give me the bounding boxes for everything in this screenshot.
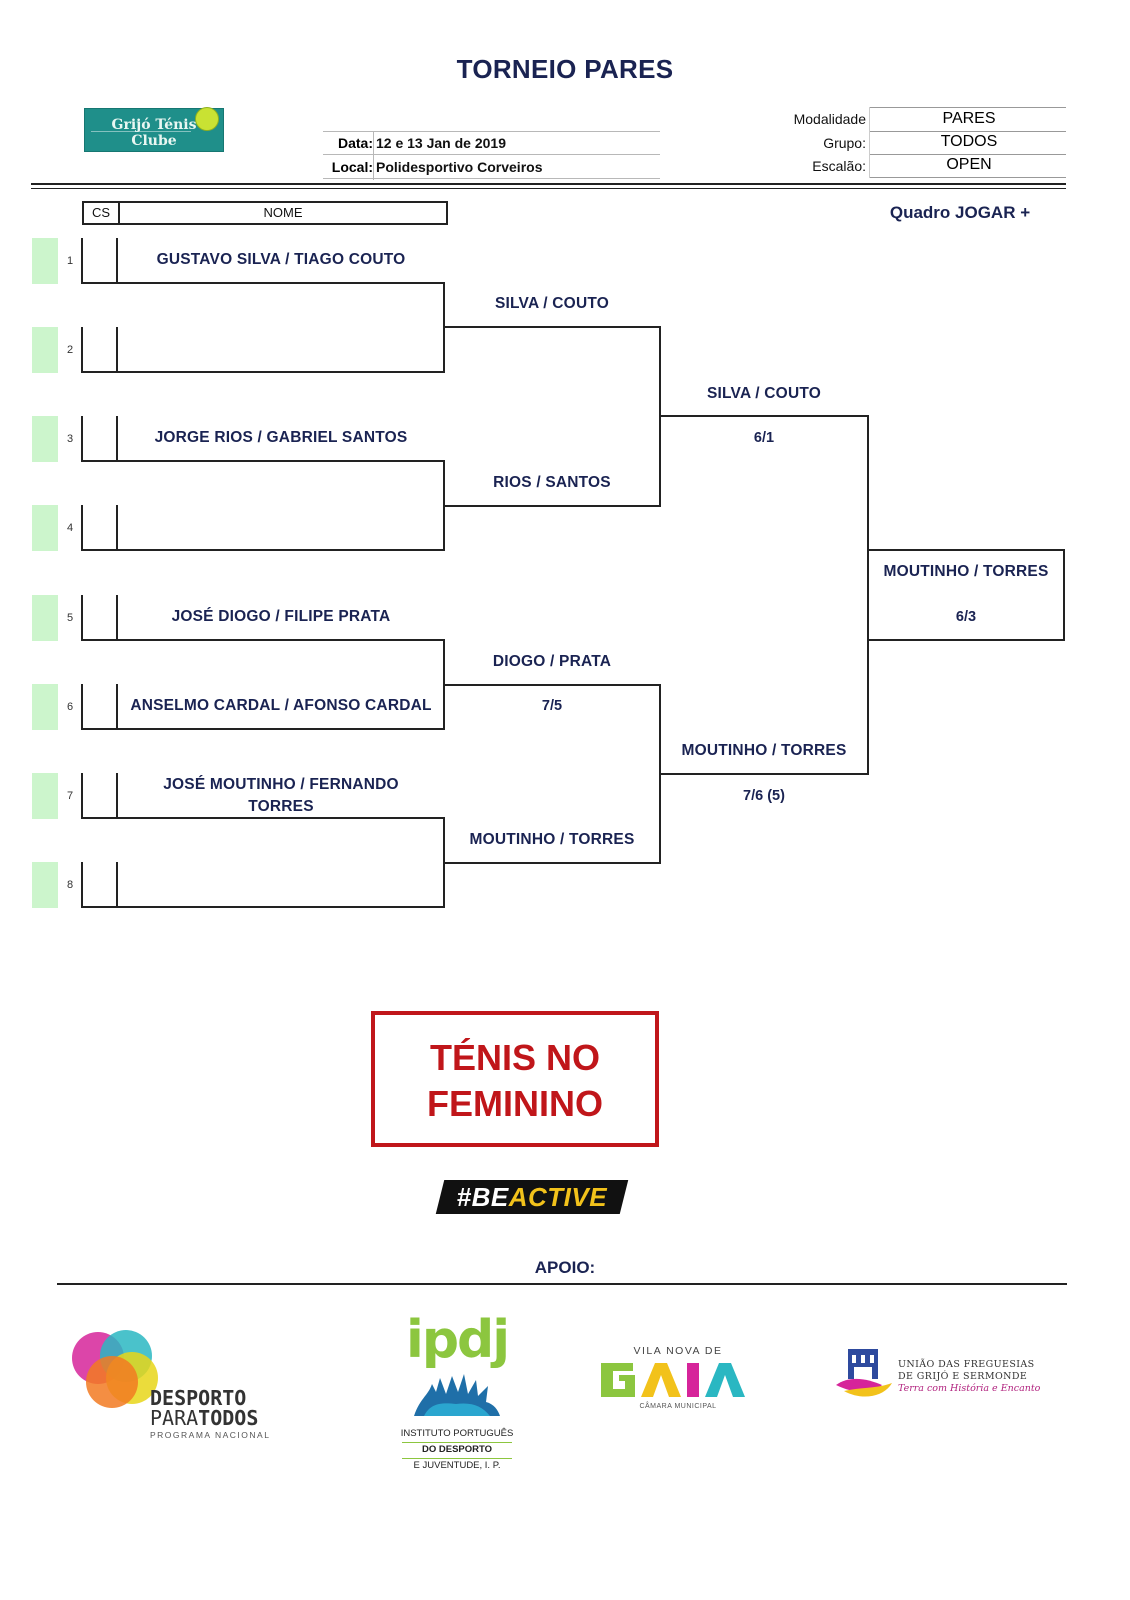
slot-number: 1	[66, 255, 74, 267]
seed-marker	[32, 327, 58, 373]
beactive-hash: #BE	[456, 1182, 509, 1212]
slot-number: 7	[66, 790, 74, 802]
round2-winner: RIOS / SANTOS	[493, 474, 611, 491]
freguesia-line1: UNIÃO DAS FREGUESIAS	[898, 1359, 1035, 1370]
apoio-label: APOIO:	[534, 1258, 596, 1277]
club-logo	[84, 108, 224, 152]
page-title: TORNEIO PARES	[456, 54, 674, 84]
parish-emblem-icon	[834, 1345, 894, 1405]
player-pair: GUSTAVO SILVA / TIAGO COUTO	[156, 251, 406, 268]
ipdj-logo: ipdj	[406, 1310, 509, 1370]
escalao-value: OPEN	[946, 156, 992, 173]
ipdj-line1: INSTITUTO PORTUGUÊS	[400, 1428, 514, 1439]
feminino-banner	[371, 1011, 659, 1147]
final-score: 6/3	[955, 609, 977, 625]
date-value: 12 e 13 Jan de 2019	[376, 135, 506, 151]
round2-score: 7/5	[541, 698, 563, 714]
apoio-rule	[57, 1283, 1067, 1285]
cs-header: CS	[84, 203, 120, 223]
beactive-word: ACTIVE	[508, 1182, 608, 1212]
feminino-line2: FEMININO	[427, 1083, 603, 1124]
round2-winner: MOUTINHO / TORRES	[469, 831, 635, 848]
seed-marker	[32, 684, 58, 730]
semifinal-score: 6/1	[753, 430, 775, 446]
place-label: Local:	[331, 159, 373, 175]
draw-header	[82, 201, 448, 225]
date-label: Data:	[337, 135, 373, 151]
slot-number: 4	[66, 522, 74, 534]
grupo-value: TODOS	[940, 133, 998, 150]
sponsor-desporto-para-todos	[70, 1328, 290, 1448]
player-pair-line1: JOSÉ MOUTINHO / FERNANDO	[163, 776, 399, 793]
freguesia-line3: Terra com História e Encanto	[898, 1383, 1041, 1394]
player-pair: JOSÉ DIOGO / FILIPE PRATA	[171, 608, 391, 625]
slot-number: 3	[66, 433, 74, 445]
feminino-line1: TÉNIS NO	[429, 1037, 600, 1078]
sponsor-gaia	[597, 1345, 759, 1415]
champion: MOUTINHO / TORRES	[883, 563, 1049, 580]
ipdj-line2: DO DESPORTO	[421, 1444, 493, 1455]
escalao-label: Escalão:	[812, 158, 866, 174]
round2-winner: DIOGO / PRATA	[492, 653, 612, 670]
player-pair	[118, 774, 444, 818]
semifinal-winner: MOUTINHO / TORRES	[681, 742, 847, 759]
gaia-top: VILA NOVA DE	[633, 1345, 723, 1357]
dpt-line3: PROGRAMA NACIONAL	[150, 1430, 271, 1440]
dpt-line1: DESPORTO	[150, 1386, 247, 1410]
sponsor-freguesias	[834, 1345, 1041, 1405]
sponsor-ipdj	[392, 1310, 522, 1475]
beactive-logo	[436, 1180, 628, 1214]
slot-number: 8	[66, 879, 74, 891]
modalidade-label: Modalidade	[793, 111, 866, 127]
player-pair: JORGE RIOS / GABRIEL SANTOS	[154, 429, 408, 446]
slot-number: 2	[66, 344, 74, 356]
seed-marker	[32, 238, 58, 284]
freguesia-line2: DE GRIJÓ E SERMONDE	[898, 1371, 1028, 1382]
place-value: Polidesportivo Corveiros	[376, 159, 543, 175]
seed-marker	[32, 416, 58, 462]
slot-number: 5	[66, 612, 74, 624]
event-info-box	[323, 131, 660, 180]
draw-name: Quadro JOGAR +	[889, 203, 1031, 222]
nome-header: NOME	[263, 205, 303, 220]
dpt-line2a: PARA	[150, 1406, 199, 1430]
gaia-bottom: CÂMARA MUNICIPAL	[639, 1403, 717, 1410]
grupo-label: Grupo:	[823, 135, 866, 151]
place-row	[323, 156, 660, 179]
seed-marker	[32, 862, 58, 908]
date-row	[323, 132, 660, 155]
modalidade-value: PARES	[942, 110, 996, 127]
slot-number: 6	[66, 701, 74, 713]
seed-marker	[32, 505, 58, 551]
seed-marker	[32, 773, 58, 819]
crowd-icon	[410, 1370, 502, 1418]
gaia-name-text	[597, 1345, 598, 1346]
ipdj-line3: E JUVENTUDE, I. P.	[413, 1460, 501, 1471]
round2-winner: SILVA / COUTO	[495, 295, 609, 312]
seed-marker	[32, 595, 58, 641]
player-pair-line2: TORRES	[248, 798, 314, 815]
header-rule	[31, 183, 1066, 185]
club-logo-text: Grijó Ténis Clube	[111, 117, 197, 149]
semifinal-score: 7/6 (5)	[743, 788, 785, 804]
player-pair: ANSELMO CARDAL / AFONSO CARDAL	[130, 697, 432, 714]
semifinal-winner: SILVA / COUTO	[707, 385, 821, 402]
meta-box	[756, 107, 1066, 179]
dpt-line2b: TODOS	[198, 1406, 259, 1430]
gaia-name	[597, 1357, 759, 1401]
